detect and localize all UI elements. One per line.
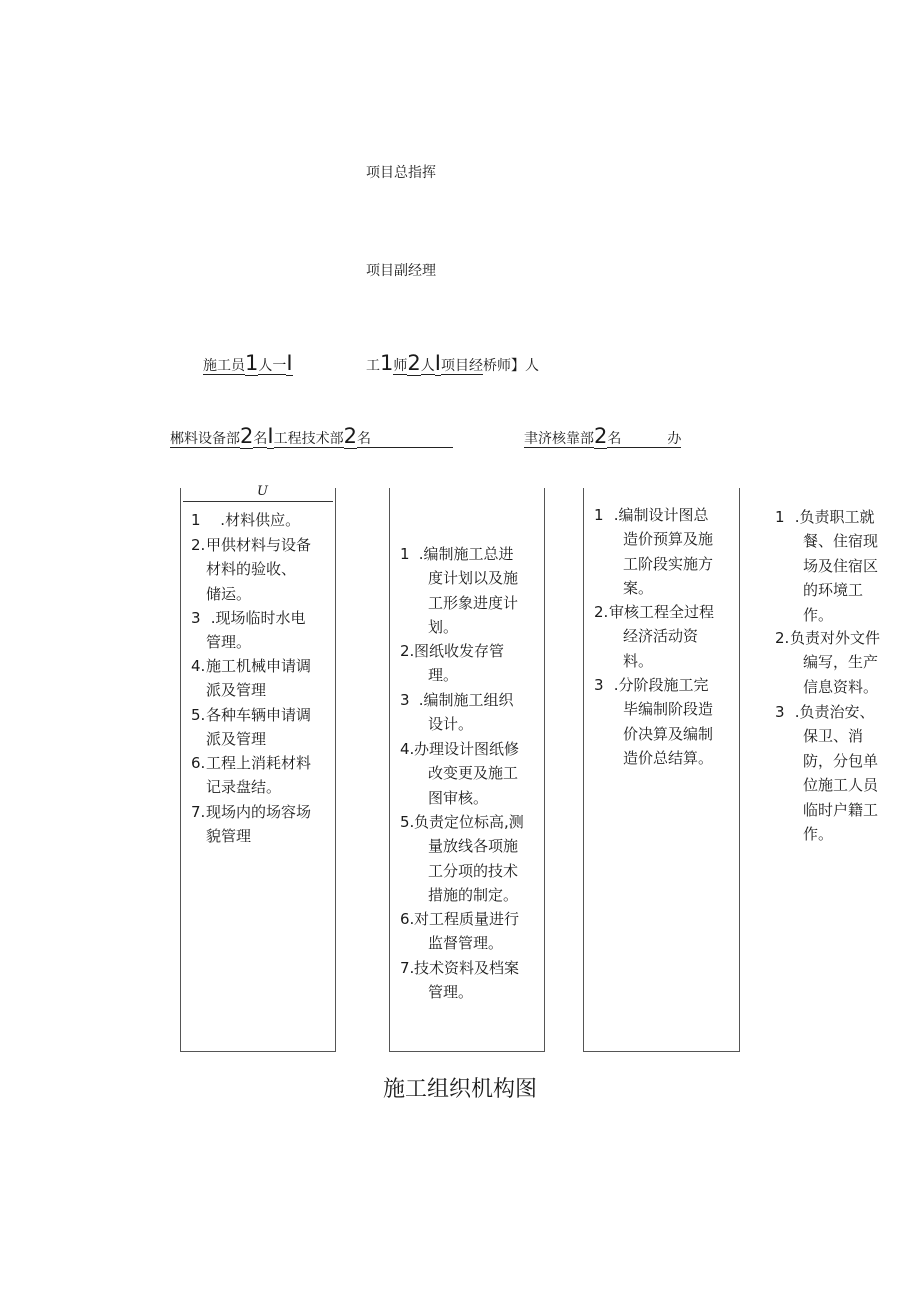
- duty-item-number: 7.: [191, 803, 206, 821]
- materials-dept-count: 2: [240, 424, 254, 448]
- engineer-count-1: 1: [380, 351, 394, 375]
- duty-item: [191, 654, 311, 703]
- duty-item-line: 图纸收发存管: [414, 642, 505, 660]
- duty-item-line: .分阶段施工完: [609, 676, 709, 694]
- duty-item-line: 工形象进度计: [428, 593, 519, 612]
- duty-item-line: 餐、住宿现: [803, 532, 879, 551]
- row1-divider-2: I: [434, 351, 441, 375]
- duty-item-number: 2.: [400, 642, 415, 660]
- duty-item-line: 设计。: [428, 715, 474, 734]
- duty-item-line: 保卫、消: [803, 727, 864, 746]
- duty-item: [400, 688, 514, 737]
- duty-item-line: 技术资料及档案: [414, 959, 520, 977]
- duty-item-line: 改变更及施工: [428, 764, 519, 783]
- construction-staff-label: 施工员: [203, 358, 245, 374]
- duty-item-line: 办理设计图纸修: [414, 740, 520, 758]
- duty-item-number: 1: [775, 508, 785, 526]
- duty-item-line: 工分项的技术: [428, 861, 519, 880]
- duty-item: [191, 800, 311, 849]
- duty-item-line: 负责对外文件: [790, 629, 881, 647]
- duty-item-line: 防，分包单: [803, 751, 879, 770]
- duty-item: [594, 503, 713, 601]
- row1-right-group: [366, 351, 539, 378]
- economics-dept-unit: 名: [607, 431, 667, 448]
- duty-item-number: 6.: [191, 754, 206, 772]
- duty-item-number: 2.: [775, 629, 790, 647]
- duty-item-number: 3: [775, 703, 785, 721]
- duty-item-line: 管理。: [428, 983, 474, 1002]
- engineer-unit: 人: [420, 358, 435, 374]
- duty-item-line: 度计划以及施: [428, 569, 519, 588]
- duty-item-line: 临时户籍工: [803, 800, 879, 819]
- duty-item-line: 信息资料。: [803, 677, 879, 696]
- duty-item-number: 4.: [191, 657, 206, 675]
- economics-dept-label: 聿济核靠部: [524, 431, 594, 447]
- duty-item: [191, 703, 311, 752]
- duty-item: [400, 737, 519, 810]
- duty-item-line: 管理。: [206, 633, 252, 652]
- duty-item: [191, 508, 300, 532]
- materials-box-mark: U: [257, 484, 268, 499]
- duty-item-line: 经济活动资: [623, 627, 699, 646]
- duty-item-line: 场及住宿区: [803, 556, 879, 575]
- duty-item-line: 量放线各项施: [428, 837, 519, 856]
- project-deputy-manager-label: 项目副经理: [366, 263, 436, 279]
- duty-item-line: .材料供应。: [206, 511, 301, 529]
- construction-staff-unit: 人一: [258, 358, 287, 374]
- duty-item-number: 5.: [400, 813, 415, 831]
- row2-left-group: [170, 424, 453, 451]
- duty-item-line: 派及管理: [206, 681, 267, 700]
- engineering-dept-unit: 名: [357, 431, 453, 448]
- duty-item-line: 材料的验收、: [206, 560, 297, 579]
- engineer-label: 师: [393, 358, 408, 374]
- duty-item: [400, 907, 519, 956]
- duty-item-line: 记录盘结。: [206, 778, 282, 797]
- duty-item-line: 工阶段实施方: [623, 554, 714, 573]
- duty-item-line: 甲供材料与设备: [206, 536, 312, 554]
- duty-item-line: 价决算及编制: [623, 724, 714, 743]
- duty-item-line: 派及管理: [206, 730, 267, 749]
- economics-dept-count: 2: [594, 424, 608, 448]
- duty-item-line: 对工程质量进行: [414, 910, 520, 928]
- duty-item-line: 各种车辆申请调: [206, 706, 312, 724]
- duty-item: [191, 751, 311, 800]
- duty-item-line: 造价总结算。: [623, 749, 714, 768]
- duty-item-line: 作。: [803, 605, 834, 624]
- duty-item-line: 监督管理。: [428, 934, 504, 953]
- duty-item-line: 理。: [428, 666, 459, 685]
- duty-item-number: 3: [594, 676, 604, 694]
- duty-item: [775, 700, 878, 846]
- duty-item: [191, 606, 306, 655]
- duty-item-line: 位施工人员: [803, 776, 879, 795]
- office-label: 办: [667, 431, 682, 447]
- engineer-count-2: 2: [407, 351, 421, 375]
- duty-item-line: .编制施工组织: [414, 691, 514, 709]
- duty-item-line: 负责定位标高,测: [414, 813, 524, 831]
- duty-item-line: 作。: [803, 825, 834, 844]
- row2-right-group: [524, 424, 681, 451]
- duty-item: [400, 639, 504, 688]
- duty-item: [400, 810, 524, 908]
- materials-box-top-rule: [183, 484, 333, 502]
- duty-item-number: 2.: [191, 536, 206, 554]
- project-manager-label: 项目经: [440, 358, 483, 374]
- engineer-label-prefix: 工: [366, 358, 380, 374]
- materials-dept-label: 郴料设备部: [170, 431, 240, 447]
- duty-item-line: 现场内的场容场: [206, 803, 312, 821]
- duty-item-line: 工程上消耗材料: [206, 754, 312, 772]
- construction-staff-count: 1: [245, 351, 259, 375]
- duty-item: [191, 533, 311, 606]
- row2-divider: I: [267, 424, 274, 448]
- materials-dept-unit: 名: [253, 431, 268, 447]
- duty-item-number: 3: [400, 691, 410, 709]
- duty-item-line: .编制设计图总: [609, 506, 709, 524]
- row1-divider: I: [286, 351, 293, 375]
- duty-item-number: 5.: [191, 706, 206, 724]
- duty-item-line: 造价预算及施: [623, 530, 714, 549]
- chart-title: 施工组织机构图: [382, 1077, 537, 1102]
- duty-item-number: 3: [191, 609, 201, 627]
- duty-item: [400, 542, 518, 640]
- duty-item-number: 4.: [400, 740, 415, 758]
- duty-item-number: 1: [191, 511, 201, 529]
- duty-item-line: 图审核。: [428, 788, 489, 807]
- duty-item-line: 施工机械申请调: [206, 657, 312, 675]
- duty-item: [775, 505, 878, 627]
- duty-item-number: 1: [594, 506, 604, 524]
- duty-item-line: 的环境工: [803, 581, 864, 600]
- engineering-dept-count: 2: [343, 424, 357, 448]
- duty-item-line: 编写，生产: [803, 653, 879, 672]
- duty-item-number: 7.: [400, 959, 415, 977]
- bridge-engineer-label: 桥师: [482, 358, 511, 374]
- duty-item-number: 6.: [400, 910, 415, 928]
- duty-item-line: 料。: [623, 651, 654, 670]
- engineering-dept-label: 工程技术部: [273, 431, 344, 447]
- duty-item-line: .负责职工就: [790, 508, 875, 526]
- duty-item: [594, 673, 713, 771]
- duty-item-line: 案。: [623, 579, 654, 598]
- duty-item-line: 划。: [428, 618, 459, 637]
- duty-item-line: .编制施工总进: [414, 545, 514, 563]
- duty-item-line: 审核工程全过程: [609, 603, 715, 621]
- project-commander-label: 项目总指挥: [366, 165, 436, 181]
- duty-item-line: 储运。: [206, 584, 252, 603]
- duty-item: [400, 956, 519, 1005]
- duty-item-number: 1: [400, 545, 410, 563]
- duty-item-line: 毕编制阶段造: [623, 700, 714, 719]
- row1-left-group: [203, 351, 293, 378]
- duty-item-line: .现场临时水电: [206, 609, 306, 627]
- duty-item: [775, 626, 880, 699]
- duty-item: [594, 600, 714, 673]
- bridge-engineer-unit: 】人: [510, 358, 539, 374]
- duty-item-line: 措施的制定。: [428, 886, 519, 905]
- duty-item-line: 貌管理: [206, 827, 252, 846]
- duty-item-number: 2.: [594, 603, 609, 621]
- duty-item-line: .负责治安、: [790, 703, 875, 721]
